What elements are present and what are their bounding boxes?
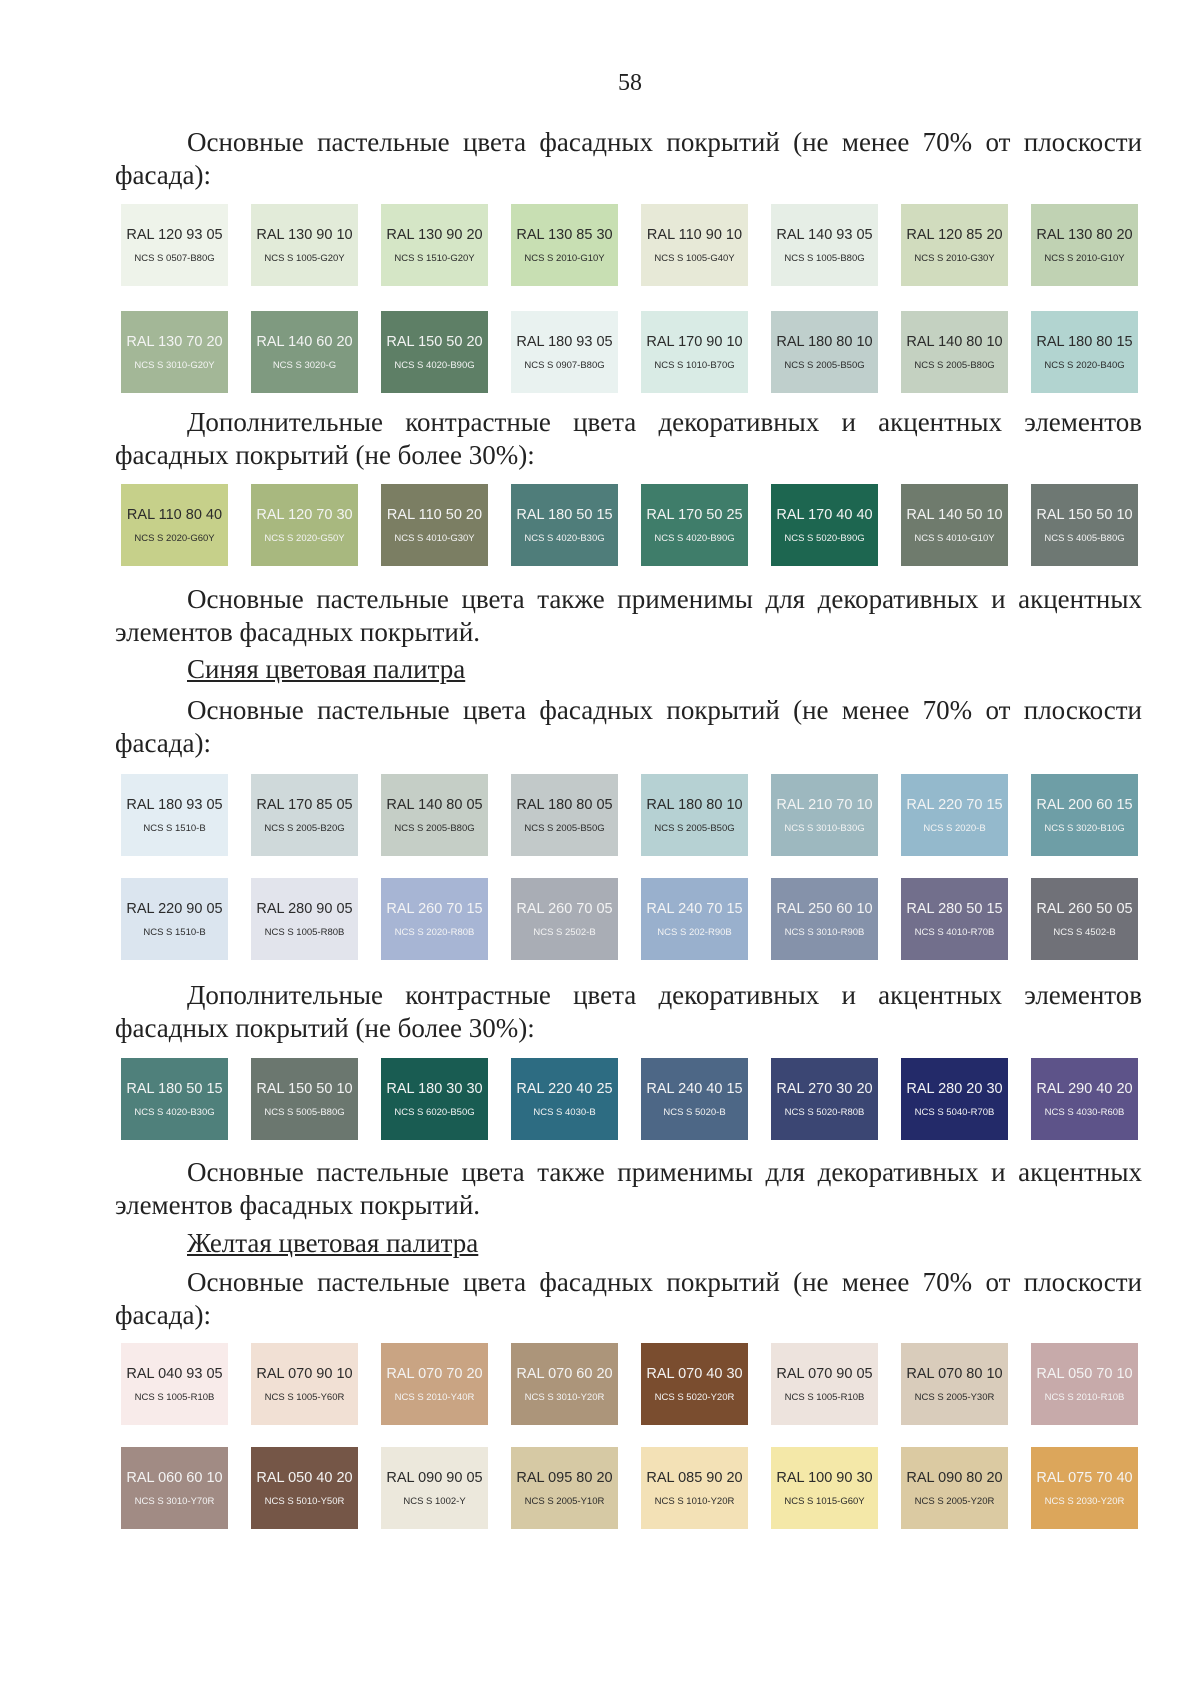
ral-code: RAL 100 90 30 [776, 1469, 873, 1486]
ncs-code: NCS S 202-R90B [657, 926, 732, 938]
ncs-code: NCS S 2005-B50G [524, 822, 605, 834]
ral-code: RAL 070 90 10 [256, 1365, 353, 1382]
color-swatch [251, 484, 358, 566]
ncs-code: NCS S 2005-Y30R [914, 1391, 995, 1403]
color-swatch [1031, 204, 1138, 286]
color-swatch [771, 1058, 878, 1140]
ral-code: RAL 180 93 05 [126, 796, 223, 813]
ral-code: RAL 040 93 05 [126, 1365, 223, 1382]
ncs-code: NCS S 1510-B [143, 822, 206, 834]
color-swatch [1031, 878, 1138, 960]
color-swatch [1031, 774, 1138, 856]
ncs-code: NCS S 2502-B [533, 926, 596, 938]
blue-note-text: Основные пастельные цвета также применимы для декоративных и акцентных элементов фасадных покрытий. [115, 1157, 1142, 1220]
ral-code: RAL 180 50 15 [516, 506, 613, 523]
ral-code: RAL 070 60 20 [516, 1365, 613, 1382]
ncs-code: NCS S 3010-B30G [784, 822, 865, 834]
ncs-code: NCS S 1005-B80G [784, 252, 865, 264]
blue-heading: Синяя цветовая палитра [187, 654, 466, 684]
ncs-code: NCS S 2010-Y40R [394, 1391, 475, 1403]
color-swatch [641, 484, 748, 566]
color-swatch [901, 204, 1008, 286]
yellow-main-row-2 [121, 1447, 1138, 1529]
ral-code: RAL 140 50 10 [906, 506, 1003, 523]
ral-code: RAL 280 90 05 [256, 900, 353, 917]
ncs-code: NCS S 1005-G20Y [264, 252, 345, 264]
ral-code: RAL 170 50 25 [646, 506, 743, 523]
blue-accent-row-1 [121, 1058, 1138, 1140]
ral-code: RAL 150 50 10 [256, 1080, 353, 1097]
color-swatch [771, 204, 878, 286]
ncs-code: NCS S 3010-G20Y [134, 359, 215, 371]
ncs-code: NCS S 2005-B50G [784, 359, 865, 371]
color-swatch [641, 311, 748, 393]
color-swatch [771, 484, 878, 566]
color-swatch [121, 204, 228, 286]
ral-code: RAL 180 50 15 [126, 1080, 223, 1097]
ral-code: RAL 220 40 25 [516, 1080, 613, 1097]
color-swatch [251, 311, 358, 393]
ncs-code: NCS S 5040-R70B [914, 1106, 995, 1118]
color-swatch [251, 1058, 358, 1140]
ncs-code: NCS S 0907-B80G [524, 359, 605, 371]
ncs-code: NCS S 0507-B80G [134, 252, 215, 264]
ral-code: RAL 060 60 10 [126, 1469, 223, 1486]
ncs-code: NCS S 1010-B70G [654, 359, 735, 371]
color-swatch [381, 1058, 488, 1140]
color-swatch [381, 1447, 488, 1529]
ral-code: RAL 260 70 15 [386, 900, 483, 917]
color-swatch [381, 484, 488, 566]
ral-code: RAL 170 90 10 [646, 333, 743, 350]
color-swatch [511, 1447, 618, 1529]
ral-code: RAL 260 70 05 [516, 900, 613, 917]
page-number: 58 [618, 70, 642, 96]
color-swatch [1031, 1343, 1138, 1425]
ral-code: RAL 150 50 20 [386, 333, 483, 350]
ral-code: RAL 140 80 10 [906, 333, 1003, 350]
color-swatch [121, 1058, 228, 1140]
ral-code: RAL 120 85 20 [906, 226, 1003, 243]
ral-code: RAL 130 80 20 [1036, 226, 1133, 243]
ral-code: RAL 090 90 05 [386, 1469, 483, 1486]
color-swatch [251, 878, 358, 960]
ncs-code: NCS S 5010-Y50R [264, 1495, 345, 1507]
ncs-code: NCS S 3020-B10G [1044, 822, 1125, 834]
ncs-code: NCS S 1510-G20Y [394, 252, 475, 264]
color-swatch [901, 1058, 1008, 1140]
ncs-code: NCS S 5020-Y20R [654, 1391, 735, 1403]
ral-code: RAL 180 80 10 [646, 796, 743, 813]
ral-code: RAL 130 90 20 [386, 226, 483, 243]
ncs-code: NCS S 1002-Y [403, 1495, 466, 1507]
ncs-code: NCS S 1015-G60Y [784, 1495, 865, 1507]
green-accent-row-1 [121, 484, 1138, 566]
color-swatch [381, 204, 488, 286]
color-swatch [121, 774, 228, 856]
color-swatch [381, 774, 488, 856]
ncs-code: NCS S 2005-B80G [914, 359, 995, 371]
ral-code: RAL 180 30 30 [386, 1080, 483, 1097]
color-swatch [901, 1447, 1008, 1529]
color-swatch [1031, 1058, 1138, 1140]
ncs-code: NCS S 6020-B50G [394, 1106, 475, 1118]
ncs-code: NCS S 4010-R70B [914, 926, 995, 938]
ncs-code: NCS S 2005-B50G [654, 822, 735, 834]
ral-code: RAL 050 40 20 [256, 1469, 353, 1486]
ncs-code: NCS S 2005-B80G [394, 822, 475, 834]
ncs-code: NCS S 4010-G10Y [914, 532, 995, 544]
ral-code: RAL 140 60 20 [256, 333, 353, 350]
ncs-code: NCS S 2010-G10Y [524, 252, 605, 264]
green-accent-text: Дополнительные контрастные цвета декоративных и акцентных элементов фасадных покрытий (не более 30%): [115, 407, 1142, 470]
blue-main-text: Основные пастельные цвета фасадных покрытий (не менее 70% от плоскости фасада): [115, 695, 1142, 758]
color-swatch [121, 484, 228, 566]
ral-code: RAL 280 20 30 [906, 1080, 1003, 1097]
color-swatch [511, 204, 618, 286]
ncs-code: NCS S 5020-R80B [784, 1106, 865, 1118]
color-swatch [641, 774, 748, 856]
color-swatch [251, 1447, 358, 1529]
color-swatch [251, 1343, 358, 1425]
color-swatch [1031, 1447, 1138, 1529]
ral-code: RAL 290 40 20 [1036, 1080, 1133, 1097]
color-swatch [901, 311, 1008, 393]
ncs-code: NCS S 2020-G60Y [134, 532, 215, 544]
ral-code: RAL 240 40 15 [646, 1080, 743, 1097]
ncs-code: NCS S 2005-B20G [264, 822, 345, 834]
ncs-code: NCS S 3010-Y70R [134, 1495, 215, 1507]
ncs-code: NCS S 1005-R10B [784, 1391, 865, 1403]
ral-code: RAL 085 90 20 [646, 1469, 743, 1486]
color-swatch [901, 878, 1008, 960]
ral-code: RAL 180 93 05 [516, 333, 613, 350]
green-main-text: Основные пастельные цвета фасадных покрытий (не менее 70% от плоскости фасада): [115, 127, 1142, 190]
green-main-row-1 [121, 204, 1138, 286]
ncs-code: NCS S 2020-B40G [1044, 359, 1125, 371]
color-swatch [771, 1343, 878, 1425]
color-swatch [511, 774, 618, 856]
ncs-code: NCS S 2020-G50Y [264, 532, 345, 544]
color-swatch [771, 311, 878, 393]
color-swatch [121, 1447, 228, 1529]
ral-code: RAL 210 70 10 [776, 796, 873, 813]
ral-code: RAL 130 85 30 [516, 226, 613, 243]
color-swatch [381, 311, 488, 393]
ral-code: RAL 110 90 10 [646, 226, 743, 243]
ncs-code: NCS S 4030-B [533, 1106, 596, 1118]
ncs-code: NCS S 2010-R10B [1044, 1391, 1125, 1403]
ncs-code: NCS S 4502-B [1053, 926, 1116, 938]
color-swatch [511, 1058, 618, 1140]
blue-main-row-2 [121, 878, 1138, 960]
ncs-code: NCS S 1005-R10B [134, 1391, 215, 1403]
color-swatch [641, 1447, 748, 1529]
ncs-code: NCS S 2020-R80B [394, 926, 475, 938]
ral-code: RAL 130 70 20 [126, 333, 223, 350]
yellow-main-row-1 [121, 1343, 1138, 1425]
ral-code: RAL 110 80 40 [126, 506, 223, 523]
ral-code: RAL 140 93 05 [776, 226, 873, 243]
ral-code: RAL 220 70 15 [906, 796, 1003, 813]
ncs-code: NCS S 4005-B80G [1044, 532, 1125, 544]
color-swatch [1031, 484, 1138, 566]
ral-code: RAL 070 70 20 [386, 1365, 483, 1382]
color-swatch [251, 774, 358, 856]
ral-code: RAL 150 50 10 [1036, 506, 1133, 523]
ncs-code: NCS S 4020-B30G [134, 1106, 215, 1118]
ncs-code: NCS S 2010-G10Y [1044, 252, 1125, 264]
ral-code: RAL 200 60 15 [1036, 796, 1133, 813]
ral-code: RAL 110 50 20 [386, 506, 483, 523]
color-swatch [121, 1343, 228, 1425]
ral-code: RAL 170 40 40 [776, 506, 873, 523]
ncs-code: NCS S 5020-B90G [784, 532, 865, 544]
ral-code: RAL 270 30 20 [776, 1080, 873, 1097]
ncs-code: NCS S 1510-B [143, 926, 206, 938]
color-swatch [641, 1343, 748, 1425]
ncs-code: NCS S 3010-R90B [784, 926, 865, 938]
ral-code: RAL 260 50 05 [1036, 900, 1133, 917]
yellow-main-text: Основные пастельные цвета фасадных покрытий (не менее 70% от плоскости фасада): [115, 1267, 1142, 1330]
color-swatch [511, 311, 618, 393]
ncs-code: NCS S 1010-Y20R [654, 1495, 735, 1507]
ncs-code: NCS S 1005-G40Y [654, 252, 735, 264]
ral-code: RAL 280 50 15 [906, 900, 1003, 917]
color-swatch [641, 1058, 748, 1140]
ncs-code: NCS S 3010-Y20R [524, 1391, 605, 1403]
blue-accent-text: Дополнительные контрастные цвета декоративных и акцентных элементов фасадных покрытий (не более 30%): [115, 980, 1142, 1043]
ncs-code: NCS S 4030-R60B [1044, 1106, 1125, 1118]
color-swatch [771, 774, 878, 856]
color-swatch [771, 1447, 878, 1529]
ral-code: RAL 240 70 15 [646, 900, 743, 917]
ral-code: RAL 180 80 10 [776, 333, 873, 350]
ral-code: RAL 070 90 05 [776, 1365, 873, 1382]
ncs-code: NCS S 4020-B90G [654, 532, 735, 544]
ncs-code: NCS S 1005-Y60R [264, 1391, 345, 1403]
color-swatch [511, 484, 618, 566]
ncs-code: NCS S 5005-B80G [264, 1106, 345, 1118]
ral-code: RAL 070 80 10 [906, 1365, 1003, 1382]
color-swatch [511, 1343, 618, 1425]
color-swatch [1031, 311, 1138, 393]
color-swatch [641, 878, 748, 960]
ral-code: RAL 075 70 40 [1036, 1469, 1133, 1486]
color-swatch [641, 204, 748, 286]
ral-code: RAL 120 70 30 [256, 506, 353, 523]
color-swatch [511, 878, 618, 960]
ncs-code: NCS S 4010-G30Y [394, 532, 475, 544]
ral-code: RAL 170 85 05 [256, 796, 353, 813]
yellow-heading: Желтая цветовая палитра [187, 1228, 479, 1258]
blue-main-row-1 [121, 774, 1138, 856]
color-swatch [121, 878, 228, 960]
color-swatch [771, 878, 878, 960]
ncs-code: NCS S 2010-G30Y [914, 252, 995, 264]
color-swatch [381, 1343, 488, 1425]
green-note-text: Основные пастельные цвета также применимы для декоративных и акцентных элементов фасадных покрытий. [115, 584, 1142, 647]
ral-code: RAL 250 60 10 [776, 900, 873, 917]
ral-code: RAL 050 70 10 [1036, 1365, 1133, 1382]
color-swatch [901, 774, 1008, 856]
ncs-code: NCS S 2005-Y10R [524, 1495, 605, 1507]
color-swatch [901, 1343, 1008, 1425]
ral-code: RAL 095 80 20 [516, 1469, 613, 1486]
ral-code: RAL 090 80 20 [906, 1469, 1003, 1486]
ncs-code: NCS S 5020-B [663, 1106, 726, 1118]
color-swatch [121, 311, 228, 393]
ncs-code: NCS S 2030-Y20R [1044, 1495, 1125, 1507]
color-swatch [901, 484, 1008, 566]
ncs-code: NCS S 4020-B90G [394, 359, 475, 371]
ncs-code: NCS S 2020-B [923, 822, 986, 834]
ral-code: RAL 070 40 30 [646, 1365, 743, 1382]
ncs-code: NCS S 4020-B30G [524, 532, 605, 544]
ral-code: RAL 140 80 05 [386, 796, 483, 813]
ncs-code: NCS S 1005-R80B [264, 926, 345, 938]
color-swatch [381, 878, 488, 960]
ral-code: RAL 120 93 05 [126, 226, 223, 243]
ral-code: RAL 220 90 05 [126, 900, 223, 917]
ncs-code: NCS S 3020-G [272, 359, 337, 371]
color-swatch [251, 204, 358, 286]
green-main-row-2 [121, 311, 1138, 393]
ncs-code: NCS S 2005-Y20R [914, 1495, 995, 1507]
ral-code: RAL 180 80 05 [516, 796, 613, 813]
ral-code: RAL 130 90 10 [256, 226, 353, 243]
ral-code: RAL 180 80 15 [1036, 333, 1133, 350]
